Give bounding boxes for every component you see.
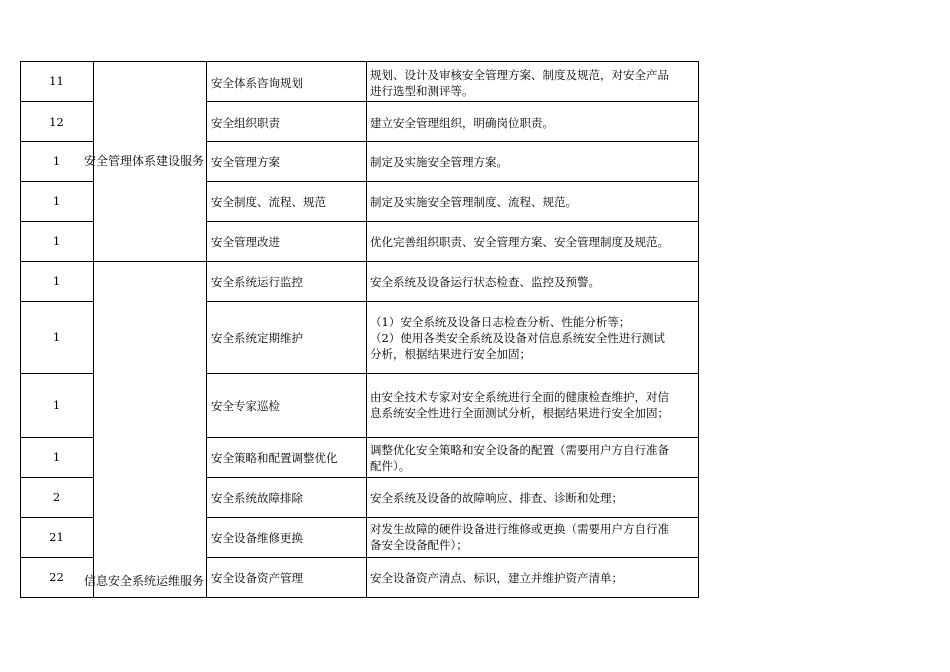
service-description: 制定及实施安全管理方案。 bbox=[370, 155, 508, 169]
group-label: 信息安全系统运维服务 bbox=[84, 574, 205, 588]
service-item: 安全设备维修更换 bbox=[211, 531, 303, 545]
grid-line bbox=[206, 517, 699, 518]
service-description: 安全系统及设备运行状态检查、监控及预警。 bbox=[370, 275, 600, 289]
grid-line bbox=[20, 301, 94, 302]
grid-line bbox=[206, 101, 699, 102]
row-number: 11 bbox=[49, 74, 64, 88]
service-item: 安全体系咨询规划 bbox=[211, 76, 303, 90]
row-number: 1 bbox=[52, 234, 61, 248]
grid-line bbox=[20, 261, 699, 262]
service-description: 调整优化安全策略和安全设备的配置（需要用户方自行准备 bbox=[370, 443, 669, 457]
grid-line bbox=[698, 61, 699, 598]
grid-line bbox=[206, 181, 699, 182]
grid-line bbox=[20, 61, 699, 62]
row-number: 12 bbox=[49, 115, 64, 129]
grid-line bbox=[206, 301, 699, 302]
grid-line bbox=[20, 373, 94, 374]
row-number: 1 bbox=[52, 154, 61, 168]
service-item: 安全设备资产管理 bbox=[211, 571, 303, 585]
grid-line bbox=[206, 373, 699, 374]
service-item: 安全管理方案 bbox=[211, 155, 280, 169]
grid-line bbox=[20, 437, 94, 438]
service-item: 安全制度、流程、规范 bbox=[211, 195, 326, 209]
service-description: 安全系统及设备的故障响应、排查、诊断和处理； bbox=[370, 491, 623, 505]
grid-line bbox=[93, 61, 94, 598]
row-number: 2 bbox=[52, 490, 61, 504]
grid-line bbox=[20, 597, 699, 598]
grid-line bbox=[20, 141, 94, 142]
row-number: 21 bbox=[49, 530, 64, 544]
service-description: 建立安全管理组织，明确岗位职责。 bbox=[370, 116, 554, 130]
service-description: 对发生故障的硬件设备进行维修或更换（需要用户方自行准 bbox=[370, 522, 669, 536]
grid-line bbox=[20, 221, 94, 222]
row-number: 1 bbox=[52, 274, 61, 288]
grid-line bbox=[366, 61, 367, 598]
service-description: 由安全技术专家对安全系统进行全面的健康检查维护，对信 bbox=[370, 390, 669, 404]
row-number: 1 bbox=[52, 450, 61, 464]
grid-line bbox=[206, 61, 207, 598]
service-item: 安全系统运行监控 bbox=[211, 275, 303, 289]
service-item: 安全专家巡检 bbox=[211, 399, 280, 413]
service-item: 安全系统定期维护 bbox=[211, 331, 303, 345]
service-item: 安全系统故障排除 bbox=[211, 491, 303, 505]
service-description: 分析，根据结果进行安全加固； bbox=[370, 347, 531, 361]
service-item: 安全策略和配置调整优化 bbox=[211, 451, 338, 465]
grid-line bbox=[206, 141, 699, 142]
service-description: 息系统安全性进行全面测试分析，根据结果进行安全加固； bbox=[370, 406, 669, 420]
grid-line bbox=[20, 557, 94, 558]
grid-line bbox=[206, 437, 699, 438]
service-description: （2）使用各类安全系统及设备对信息系统安全性进行测试 bbox=[370, 331, 665, 345]
grid-line bbox=[206, 557, 699, 558]
service-item: 安全管理改进 bbox=[211, 235, 280, 249]
grid-line bbox=[20, 101, 94, 102]
service-description: 制定及实施安全管理制度、流程、规范。 bbox=[370, 195, 577, 209]
service-description: 备安全设备配件）； bbox=[370, 538, 468, 552]
row-number: 22 bbox=[49, 570, 64, 584]
service-description: 规划、设计及审核安全管理方案、制度及规范，对安全产品 bbox=[370, 68, 669, 82]
group-label: 安全管理体系建设服务 bbox=[84, 154, 205, 168]
service-description: 进行选型和测评等。 bbox=[370, 84, 474, 98]
service-description: 安全设备资产清点、标识，建立并维护资产清单； bbox=[370, 571, 623, 585]
service-description: 配件）。 bbox=[370, 459, 411, 473]
service-item: 安全组织职责 bbox=[211, 116, 280, 130]
grid-line bbox=[20, 517, 94, 518]
row-number: 1 bbox=[52, 330, 61, 344]
service-description: （1）安全系统及设备日志检查分析、性能分析等； bbox=[370, 315, 631, 329]
grid-line bbox=[20, 477, 94, 478]
row-number: 1 bbox=[52, 398, 61, 412]
service-description: 优化完善组织职责、安全管理方案、安全管理制度及规范。 bbox=[370, 235, 669, 249]
grid-line bbox=[206, 221, 699, 222]
grid-line bbox=[206, 477, 699, 478]
grid-line bbox=[20, 181, 94, 182]
row-number: 1 bbox=[52, 194, 61, 208]
